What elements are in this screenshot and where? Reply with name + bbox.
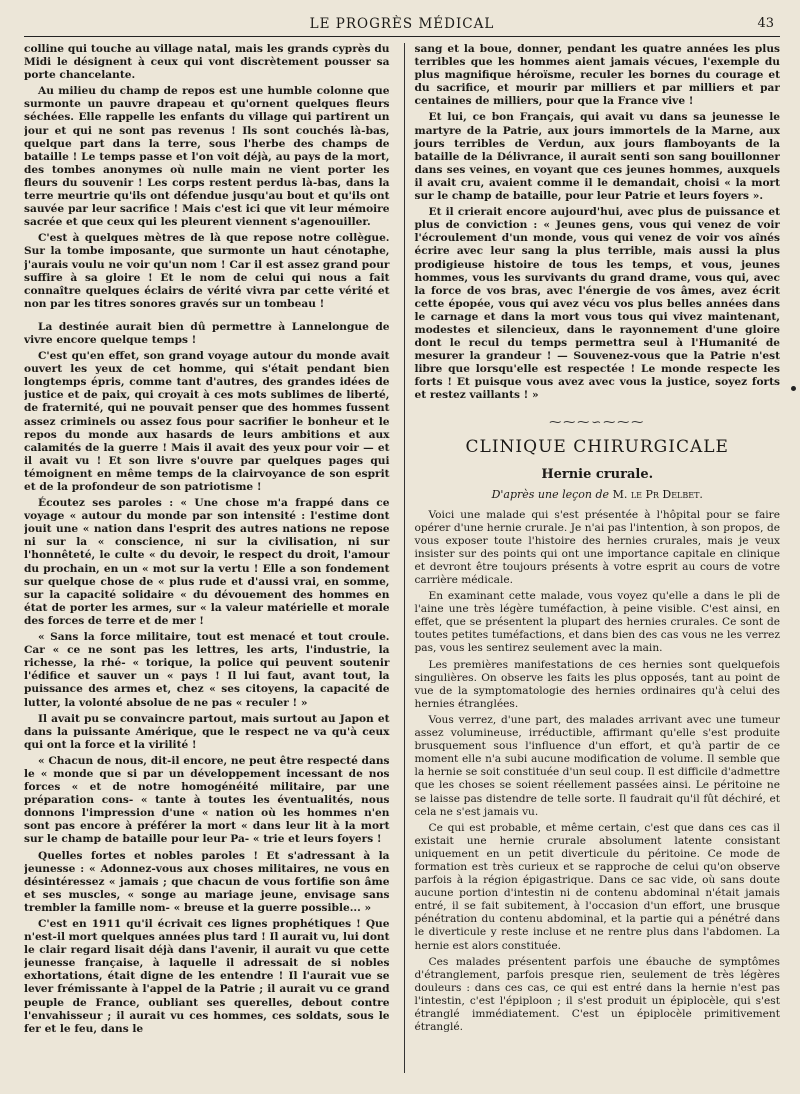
paragraph: « Chacun de nous, dit-il encore, ne peut être respecté dans le « monde que si par un développement incessant de nos forces « et de notre homogénéité militaire, par une préparation cons- « tante à toutes les éventualités, nous donnons l'impression d'une « nation où les hommes n'en sont pas encore à préférer la mort « dans leur lit à la mort sur le champ de bataille pour leur Pa- « trie et leurs foyers ! [24,754,390,846]
paragraph: C'est à quelques mètres de là que repose notre collègue. Sur la tombe imposante, que surmonte un haut cénotaphe, j'aurais voulu ne voir qu'un nom ! Car il est assez grand pour suffire à sa gloire ! Et le nom de celui qui nous a fait connaître quelques éclairs de vérité vivra par cette vérité et non par les titres sonores gravés sur un tombeau ! [24,232,390,310]
paragraph: Quelles fortes et nobles paroles ! Et s'adressant à la jeunesse : « Adonnez-vous aux choses militaires, ne vous en désintéressez « jamais ; que chacun de vous fortifie son âme et ses muscles, « songe au mariage jeune, envisage sans trembler la famille nom- « breuse et la guerre possible... » [24,849,390,914]
ornamental-divider: ⁓⁓⁓∽⁓⁓⁓ [549,414,646,429]
paragraph: C'est en 1911 qu'il écrivait ces lignes prophétiques ! Que n'est-il mort quelques années plus tard ! Il aurait vu, lui dont le clair regard lisait déjà dans l'avenir, il aurait vu que cette jeunesse française, à laquelle il adressait de si nobles exhortations, était digne de les entendre ! Il l'aurait vue se lever frémissante à l'appel de la Patrie ; il aurait vu ce grand peuple de France, oubliant ses querelles, debout contre l'envahisseur ; il aurait vu ces hommes, ces soldats, sous le fer et le feu, dans le [24,918,390,1035]
byline-author: M. le Pr Delbet. [612,487,703,501]
paragraph: La destinée aurait bien dû permettre à Lannelongue de vivre encore quelque temps ! [24,320,390,346]
paragraph: Et il crierait encore aujourd'hui, avec plus de puissance et plus de conviction : « Jeunes gens, vous qui venez de voir l'écroulement d'un monde, vous qui venez de voir vos aînés écrire avec leur sang la plus terrible, mais aussi la plus prodigieuse histoire de tous les temps, et vous, jeunes hommes, vous les survivants du grand drame, vous qui, avec la force de vos bras, avec l'énergie de vos âmes, avez écrit cette épopée, vous qui avez vécu vos plus belles années dans le carnage et dans la mort vous tous qui vivez maintenant, modestes et silencieux, dans le rayonnement d'une gloire dont le recul du temps permettra seul à l'Humanité de mesurer la grandeur ! — Souvenez-vous que la Patrie n'est libre que lorsqu'elle est respectée ! Le monde respecte les forts ! Et puisque vous avez avec vous la justice, soyez forts et restez vaillants ! » [414,206,780,402]
paragraph: Les premières manifestations de ces hernies sont quelquefois singulières. On observe les faits les plus opposés, tant au point de vue de la symptomatologie des hernies ordinaires qu'à celui des hernies étranglées. [414,658,780,710]
paragraph: Ces malades présentent parfois une ébauche de symptômes d'étranglement, parfois presque rien, seulement de très légères douleurs : dans ces cas, ce qui est entré dans la hernie n'est pas l'intestin, c'est l'épiploon ; il s'est produit un épiplocèle, qui s'est étranglé immédiatement. C'est un épiplocèle primitivement étranglé. [414,955,780,1034]
two-column-body [24,43,780,1083]
left-column [24,43,398,1083]
byline-prefix: D'après une leçon de [491,487,610,501]
paragraph: Et lui, ce bon Français, qui avait vu dans sa jeunesse le martyre de la Patrie, aux jours immortels de la Marne, aux jours terribles de Verdun, aux jours flamboyants de la bataille de la Délivrance, il aurait senti son sang bouillonner dans ses veines, en voyant que ces jeunes hommes, auxquels il avait cru, avaient comme il le demandait, choisi « la mort sur le champ de bataille, pour leur Patrie et leurs foyers ». [414,111,780,203]
clinique-section [415,437,781,1035]
running-title: LE PROGRÈS MÉDICAL [309,16,495,32]
paragraph: Il avait pu se convaincre partout, mais surtout au Japon et dans la puissante Amérique, que le respect ne va qu'à ceux qui ont la force et la virilité ! [24,712,390,751]
ink-dot [791,386,796,391]
column-rule [404,43,405,1073]
paragraph: En examinant cette malade, vous voyez qu'elle a dans le pli de l'aine une très légère tuméfaction, à peine visible. C'est ainsi, en effet, que se présentent la plupart des hernies crurales. Ce sont de toutes petites tuméfactions, et dans bien des cas vous ne les verrez pas, vous les sentirez seulement avec la main. [414,590,780,655]
page-header [24,14,780,37]
article-title: Hernie crurale. [541,466,654,482]
paragraph: colline qui touche au village natal, mais les grands cyprès du Midi le désignent à ceux qui vont discrètement pousser sa porte chancelante. [24,43,390,82]
eulogy-continuation [415,43,781,403]
paragraph: Vous verrez, d'une part, des malades arrivant avec une tumeur assez volumineuse, irréductible, affirmant qu'elle s'est produite brusquement sous l'influence d'un effort, et qu'à partir de ce moment elle n'a subi aucune modification de volume. Il semble que la hernie se soit constituée d'un seul coup. Il est difficile d'admettre que les choses se soient réellement passées ainsi. Le péritoine ne se laisse pas distendre de telle sorte. Il faudrait qu'il fût déchiré, et cela ne s'est jamais vu. [414,713,780,818]
paragraph: sang et la boue, donner, pendant les quatre années les plus terribles que les hommes aient jamais vécues, l'exemple du plus magnifique héroïsme, reculer les bornes du courage et du sacrifice, et mourir par milliers et par milliers et par centaines de milliers, pour que la France vive ! [414,43,780,108]
page-number: 43 [757,16,774,31]
paragraph: Ce qui est probable, et même certain, c'est que dans ces cas il existait une hernie crurale absolument latente consistant uniquement en un petit diverticule du péritoine. Ce mode de formation est très curieux et se rapproche de celui qu'on observe parfois à la région épigastrique. Dans ce sac vide, où sans doute aucune portion d'intestin ni de contenu abdominal n'était jamais entré, il se fait subitement, à l'occasion d'un effort, une brusque pénétration du contenu abdominal, et la partie qui a pénétré dans le diverticule y reste incluse et ne rentre plus dans l'abdomen. La hernie est alors constituée. [414,821,780,952]
paragraph: Voici une malade qui s'est présentée à l'hôpital pour se faire opérer d'une hernie crurale. Je n'ai pas l'intention, à son propos, de vous exposer toute l'histoire des hernies crurales, mais je veux insister sur des points qui ont une importance capitale en clinique et devront être toujours présents à votre esprit au cours de votre carrière médicale. [414,508,780,586]
paragraph: C'est qu'en effet, son grand voyage autour du monde avait ouvert les yeux de cet homme, qui s'était pendant bien longtemps épris, comme tant d'autres, des grandes idées de justice et de paix, qui croyait à ces mots sublimes de liberté, de fraternité, qui ne pouvait penser que des hommes fussent assez criminels ou assez fous pour sacrifier le bonheur et le repos du monde aux hasards de leurs ambitions et aux calamités de la guerre ! Mais il avait des yeux pour voir — et il avait vu ! Et son livre s'ouvre par quelques pages qui témoignent en même temps de la clairvoyance de son esprit et de la profondeur de son patriotisme ! [24,350,390,493]
byline [415,488,781,501]
paragraph: Au milieu du champ de repos est une humble colonne que surmonte un pauvre drapeau et qu'ornent quelques fleurs séchées. Elle rappelle les enfants du village qui partirent un jour et qui ne sont pas revenus ! Ils sont couchés là-bas, quelque part dans la terre, sous l'herbe des champs de bataille ! Le temps passe et l'on voit déjà, au pays de la mort, des tombes anonymes où nulle main ne vient porter les fleurs du souvenir ! Les corps restent perdus là-bas, dans la terre meurtrie qu'ils ont défendue jusqu'au bout et qu'ils ont sauvée par leur sacrifice ! Mais c'est ici que vit leur mémoire sacrée et que ceux qui les pleurent viennent s'agenouiller. [24,85,390,229]
right-column [411,43,781,1083]
paragraph: « Sans la force militaire, tout est menacé et tout croule. Car « ce ne sont pas les lettres, les arts, l'industrie, la richesse, la rhé- « torique, la police qui peuvent soutenir l'édifice et sauver un « pays ! Il lui faut, avant tout, la puissance des armes et, chez « ses citoyens, la capacité de lutter, la volonté absolue de ne pas « reculer ! » [24,631,390,709]
section-title: CLINIQUE CHIRURGICALE [465,436,729,457]
paragraph: Écoutez ses paroles : « Une chose m'a frappé dans ce voyage « autour du monde par son intensité : l'estime dont jouit une « nation dans l'esprit des autres nations ne repose ni sur la « conscience, ni sur la civilisation, ni sur l'honnêteté, le culte « du devoir, le respect du droit, l'amour du prochain, en un « mot sur la vertu ! Elle a son fondement sur quelque chose de « plus rude et d'aussi vrai, en somme, sur la capacité solidaire « du dévouement des hommes en état de porter les armes, sur « la valeur matérielle et morale des forces de terre et de mer ! [24,497,390,627]
